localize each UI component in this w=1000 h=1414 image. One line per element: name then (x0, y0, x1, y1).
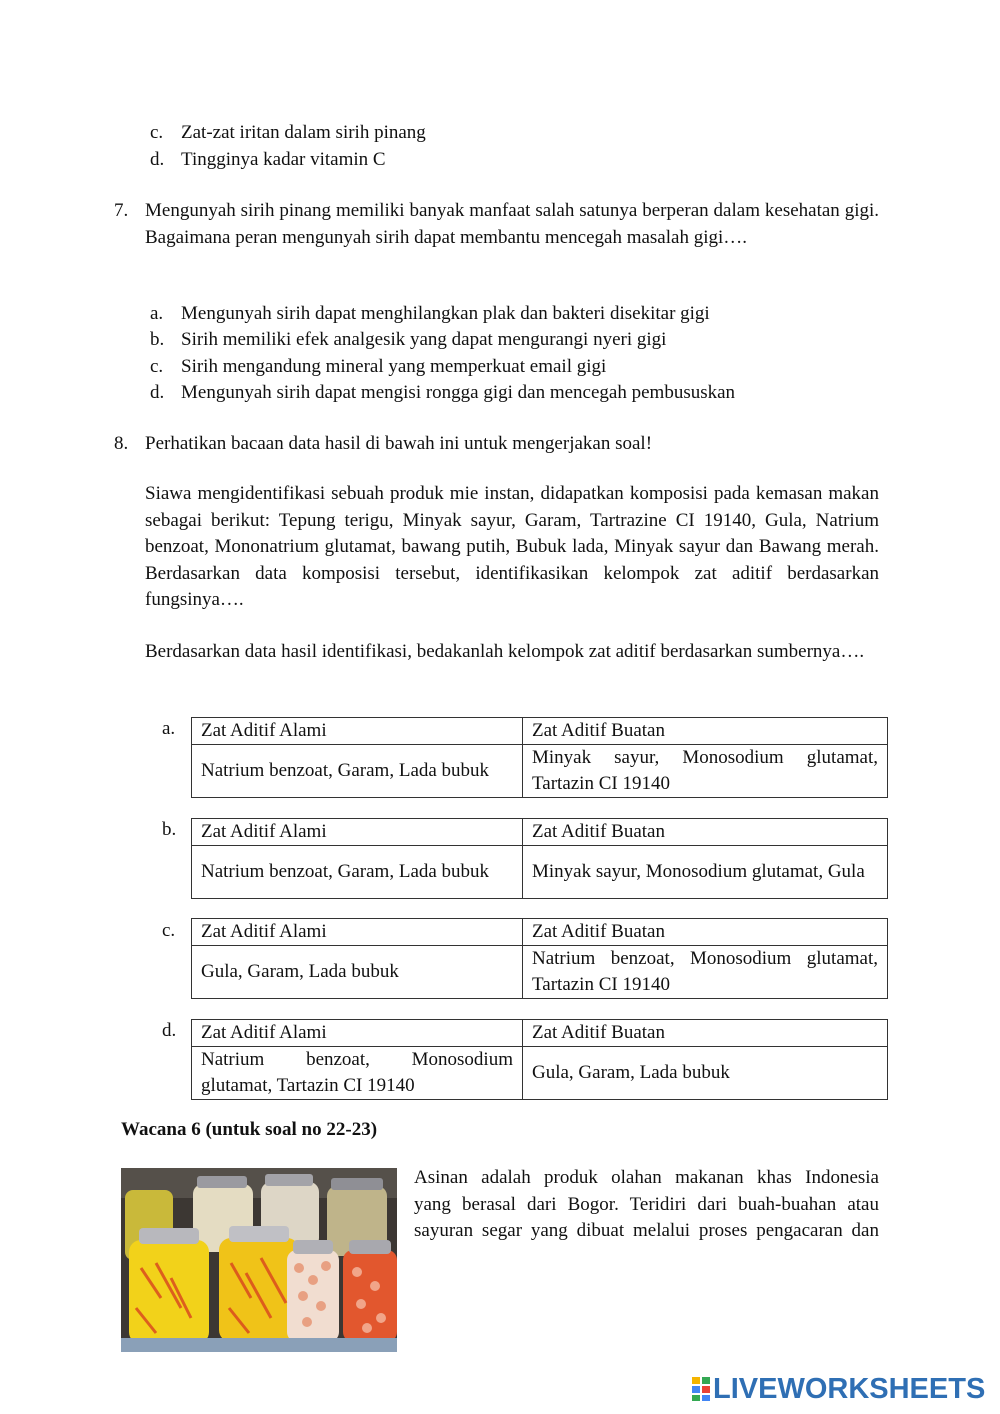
option-text: Sirih memiliki efek analgesik yang dapat mengurangi nyeri gigi (181, 329, 667, 350)
natural-cell: Natrium benzoat, Monosodium glutamat, Tartazin CI 19140 (192, 1047, 523, 1100)
column-header-natural: Zat Aditif Alami (192, 1020, 523, 1047)
option-label: a. (150, 303, 164, 324)
artificial-cell: Minyak sayur, Monosodium glutamat, Tartazin CI 19140 (523, 745, 888, 798)
q8-option-c-table[interactable] (191, 918, 888, 999)
question-7-number: 7. (114, 200, 129, 221)
column-header-natural: Zat Aditif Alami (192, 919, 523, 946)
artificial-cell: Minyak sayur, Monosodium glutamat, Gula (523, 846, 888, 899)
wacana-6-line: Asinan adalah produk olahan makanan khas Indonesia (414, 1167, 879, 1188)
wacana-6-heading: Wacana 6 (untuk soal no 22-23) (121, 1119, 378, 1140)
column-header-natural: Zat Aditif Alami (192, 819, 523, 846)
asinan-jars-photo (121, 1168, 397, 1352)
liveworksheets-logo (692, 1374, 985, 1404)
column-header-artificial: Zat Aditif Buatan (523, 1020, 888, 1047)
q8-option-d-table[interactable] (191, 1019, 888, 1100)
option-text: Mengunyah sirih dapat menghilangkan plak dan bakteri disekitar gigi (181, 303, 710, 324)
wacana-6-line: yang berasal dari Bogor. Teridiri dari buah-buahan atau (414, 1193, 879, 1215)
column-header-natural: Zat Aditif Alami (192, 718, 523, 745)
q7-option-c[interactable] (150, 354, 890, 381)
column-header-artificial: Zat Aditif Buatan (523, 718, 888, 745)
natural-cell: Gula, Garam, Lada bubuk (192, 946, 523, 999)
question-7-text: Mengunyah sirih pinang memiliki banyak manfaat salah satunya berperan dalam kesehatan gigi. Bagaimana peran mengunyah sirih dapat membantu mencegah masalah gigi…. (145, 200, 879, 248)
q7-option-a[interactable] (150, 301, 890, 328)
question-8-number: 8. (114, 433, 129, 454)
wacana-6-line: sayuran segar yang dibuat melalui proses pengacaran dan (414, 1220, 879, 1241)
q7-option-b[interactable] (150, 327, 890, 354)
question-8-question: Berdasarkan data hasil identifikasi, bedakanlah kelompok zat aditif berdasarkan sumbernya…. (145, 641, 865, 662)
option-label: d. (150, 149, 165, 170)
natural-cell: Natrium benzoat, Garam, Lada bubuk (192, 846, 523, 899)
column-header-artificial: Zat Aditif Buatan (523, 919, 888, 946)
q6-option-c (150, 120, 890, 147)
question-8-passage: Siawa mengidentifikasi sebuah produk mie instan, didapatkan komposisi pada kemasan makan sebagai berikut: Tepung terigu, Minyak sayur, Garam, Tartrazine CI 19140, Gula, Natrium benzoat, Mononatrium glutamat, bawang putih, Bubuk lada, Minyak sayur dan Bawang merah. Berdasarkan data komposisi tersebut, identifikasikan kelompok zat aditif berdasarkan fungsinya…. (145, 483, 879, 610)
artificial-cell: Gula, Garam, Lada bubuk (523, 1047, 888, 1100)
artificial-cell: Natrium benzoat, Monosodium glutamat, Tartazin CI 19140 (523, 946, 888, 999)
q6-option-d (150, 147, 890, 174)
option-text: Tingginya kadar vitamin C (181, 149, 386, 170)
option-text: Mengunyah sirih dapat mengisi rongga gigi dan mencegah pembususkan (181, 382, 736, 403)
option-label: d. (150, 382, 165, 403)
q8-option-a-label: a. (162, 718, 176, 739)
q8-option-c-label: c. (162, 920, 176, 941)
column-header-artificial: Zat Aditif Buatan (523, 819, 888, 846)
q8-option-b-table[interactable] (191, 818, 888, 899)
q8-option-a-table[interactable] (191, 717, 888, 798)
wacana-6-text (414, 1165, 879, 1245)
natural-cell: Natrium benzoat, Garam, Lada bubuk (192, 745, 523, 798)
question-8-intro: Perhatikan bacaan data hasil di bawah ini untuk mengerjakan soal! (145, 433, 653, 454)
option-label: b. (150, 329, 165, 350)
q8-option-b-label: b. (162, 819, 177, 840)
option-label: c. (150, 122, 164, 143)
brand-name: LIVEWORKSHEETS (713, 1372, 986, 1405)
q8-option-d-label: d. (162, 1020, 177, 1041)
option-text: Zat-zat iritan dalam sirih pinang (181, 122, 426, 143)
option-text: Sirih mengandung mineral yang memperkuat email gigi (181, 356, 607, 377)
option-label: c. (150, 356, 164, 377)
liveworksheets-logo-icon (692, 1377, 710, 1401)
q7-option-d[interactable] (150, 380, 890, 407)
